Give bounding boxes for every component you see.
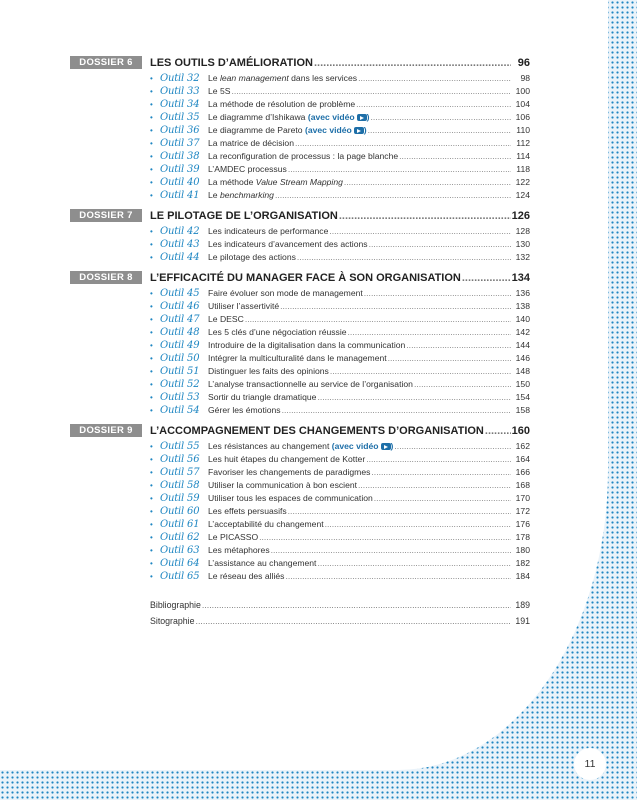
entry-title xyxy=(208,405,281,415)
outil-number: Outil 41 xyxy=(160,190,200,201)
entry-page: 168 xyxy=(515,480,530,490)
toc-entry[interactable] xyxy=(150,480,530,493)
outil-number: Outil 58 xyxy=(160,480,200,491)
toc-entry[interactable] xyxy=(150,571,530,584)
dot-leader xyxy=(371,467,511,477)
entry-title xyxy=(208,545,270,555)
dossier-heading[interactable] xyxy=(70,271,530,286)
toc-entry[interactable] xyxy=(150,493,530,506)
entry-title xyxy=(208,441,393,451)
toc-entry[interactable] xyxy=(150,545,530,558)
dot-leader xyxy=(406,340,511,350)
dossier-heading[interactable] xyxy=(70,209,530,224)
dossier-page: 96 xyxy=(517,57,530,69)
dot-leader xyxy=(356,99,511,109)
outil-number: Outil 42 xyxy=(160,226,200,237)
entry-title xyxy=(208,99,355,109)
bullet-icon: • xyxy=(150,455,153,464)
entry-title xyxy=(208,301,279,311)
entry-title-text: Utiliser la communication à bon escient xyxy=(208,480,358,490)
bullet-icon: • xyxy=(150,442,153,451)
dot-leader xyxy=(288,506,511,516)
entry-page: 104 xyxy=(515,99,530,109)
bullet-icon: • xyxy=(150,572,153,581)
bullet-icon: • xyxy=(150,100,153,109)
dot-leader xyxy=(369,239,511,249)
entry-page: 124 xyxy=(515,190,530,200)
entry-title-text: Les métaphores xyxy=(208,545,270,555)
dossier-badge: DOSSIER 6 xyxy=(70,56,142,69)
toc-entry[interactable] xyxy=(150,190,530,203)
entry-page: 132 xyxy=(515,252,530,262)
dot-leader xyxy=(462,271,511,285)
bullet-icon: • xyxy=(150,240,153,249)
entry-title-text: Les huit étapes du changement de Kotter xyxy=(208,454,366,464)
entry-title-text: Les 5 clés d’une négociation réussie xyxy=(208,327,347,337)
entry-title xyxy=(208,239,368,249)
entry-page: 162 xyxy=(515,441,530,451)
dot-leader xyxy=(202,600,511,610)
play-video-icon[interactable] xyxy=(357,114,367,121)
entry-page: 164 xyxy=(515,454,530,464)
dossier-title: LES OUTILS D’AMÉLIORATION xyxy=(150,57,313,69)
toc-entry[interactable] xyxy=(150,164,530,177)
bullet-icon: • xyxy=(150,191,153,200)
bullet-icon: • xyxy=(150,315,153,324)
video-label-close: ) xyxy=(390,441,394,451)
outil-number: Outil 40 xyxy=(160,177,200,188)
entry-title xyxy=(208,252,296,262)
bullet-icon: • xyxy=(150,393,153,402)
outil-number: Outil 53 xyxy=(160,392,200,403)
outil-number: Outil 35 xyxy=(160,112,200,123)
toc-entry[interactable] xyxy=(150,112,530,125)
bullet-icon: • xyxy=(150,74,153,83)
dot-leader xyxy=(325,519,511,529)
bullet-icon: • xyxy=(150,341,153,350)
dot-leader xyxy=(314,56,511,70)
outil-list xyxy=(150,288,530,418)
bullet-icon: • xyxy=(150,520,153,529)
entry-title-text: Les effets persuasifs xyxy=(208,506,287,516)
dot-leader xyxy=(374,493,511,503)
video-label[interactable]: (avec vidéo xyxy=(304,125,352,135)
dot-leader xyxy=(366,454,511,464)
entry-title-text: Le pilotage des actions xyxy=(208,252,296,262)
entry-page: 138 xyxy=(515,301,530,311)
dot-leader xyxy=(259,532,511,542)
dot-leader xyxy=(371,112,511,122)
toc-entry[interactable] xyxy=(150,73,530,86)
outil-number: Outil 33 xyxy=(160,86,200,97)
entry-title xyxy=(208,112,370,122)
entry-page: 176 xyxy=(515,519,530,529)
bullet-icon: • xyxy=(150,481,153,490)
back-matter-page: 191 xyxy=(515,616,530,626)
entry-title xyxy=(208,532,258,542)
bullet-icon: • xyxy=(150,87,153,96)
entry-title-text: Le PICASSO xyxy=(208,532,259,542)
outil-number: Outil 60 xyxy=(160,506,200,517)
entry-page: 110 xyxy=(516,125,530,135)
toc-entry[interactable] xyxy=(150,226,530,239)
outil-number: Outil 32 xyxy=(160,73,200,84)
dossier-title-row xyxy=(150,424,530,438)
dossier-page: 134 xyxy=(511,272,530,284)
entry-title-text: Le xyxy=(208,73,220,83)
outil-number: Outil 52 xyxy=(160,379,200,390)
back-matter-label: Bibliographie xyxy=(150,600,201,610)
entry-title-italic: Value Stream Mapping xyxy=(255,177,343,187)
bullet-icon: • xyxy=(150,152,153,161)
dot-leader xyxy=(282,405,511,415)
entry-title xyxy=(208,480,357,490)
toc-entry[interactable] xyxy=(150,519,530,532)
outil-number: Outil 45 xyxy=(160,288,200,299)
dot-leader xyxy=(394,441,511,451)
entry-page: 142 xyxy=(515,327,530,337)
outil-number: Outil 51 xyxy=(160,366,200,377)
dot-leader xyxy=(317,558,511,568)
entry-title-text: Les indicateurs de performance xyxy=(208,226,329,236)
bullet-icon: • xyxy=(150,302,153,311)
entry-title xyxy=(208,190,274,200)
entry-title-text: Intégrer la multiculturalité dans le management xyxy=(208,353,387,363)
dossier-page: 126 xyxy=(511,210,530,222)
dot-leader xyxy=(329,226,511,236)
toc-entry[interactable] xyxy=(150,327,530,340)
table-of-contents xyxy=(70,56,530,590)
bullet-icon: • xyxy=(150,113,153,122)
entry-page: 114 xyxy=(516,151,530,161)
entry-title-text: Utiliser tous les espaces de communication xyxy=(208,493,373,503)
entry-page: 150 xyxy=(515,379,530,389)
bullet-icon: • xyxy=(150,354,153,363)
dossier-badge: DOSSIER 9 xyxy=(70,424,142,437)
bullet-icon: • xyxy=(150,546,153,555)
toc-entry[interactable] xyxy=(150,99,530,112)
entry-title xyxy=(208,571,284,581)
dot-leader xyxy=(297,252,511,262)
toc-entry[interactable] xyxy=(150,301,530,314)
entry-page: 144 xyxy=(515,340,530,350)
outil-number: Outil 65 xyxy=(160,571,200,582)
entry-title xyxy=(208,493,373,503)
entry-title xyxy=(208,226,328,236)
entry-title xyxy=(208,73,357,83)
dossier-badge: DOSSIER 8 xyxy=(70,271,142,284)
toc-entry[interactable] xyxy=(150,467,530,480)
entry-page: 98 xyxy=(520,73,530,83)
dot-leader xyxy=(317,392,511,402)
outil-number: Outil 34 xyxy=(160,99,200,110)
entry-page: 130 xyxy=(515,239,530,249)
entry-page: 158 xyxy=(515,405,530,415)
entry-title xyxy=(208,164,287,174)
toc-entry[interactable] xyxy=(150,558,530,571)
entry-title-text: dans les services xyxy=(288,73,358,83)
entry-title-text: Distinguer les faits des opinions xyxy=(208,366,329,376)
dossier-badge: DOSSIER 7 xyxy=(70,209,142,222)
play-video-icon[interactable] xyxy=(381,443,391,450)
toc-entry[interactable] xyxy=(150,441,530,454)
entry-title-italic: lean management xyxy=(219,73,289,83)
entry-title-text: Le diagramme d’Ishikawa xyxy=(208,112,308,122)
bullet-icon: • xyxy=(150,139,153,148)
bullet-icon: • xyxy=(150,165,153,174)
outil-number: Outil 50 xyxy=(160,353,200,364)
dot-leader xyxy=(364,288,511,298)
entry-title xyxy=(208,392,316,402)
entry-page: 100 xyxy=(515,86,530,96)
bullet-icon: • xyxy=(150,367,153,376)
bullet-icon: • xyxy=(150,406,153,415)
entry-title xyxy=(208,519,324,529)
dot-leader xyxy=(231,86,511,96)
toc-entry[interactable] xyxy=(150,239,530,252)
dot-leader xyxy=(275,190,511,200)
bullet-icon: • xyxy=(150,468,153,477)
bullet-icon: • xyxy=(150,328,153,337)
entry-title xyxy=(208,558,316,568)
back-matter-entry[interactable] xyxy=(150,600,530,616)
toc-entry[interactable] xyxy=(150,314,530,327)
entry-title xyxy=(208,138,294,148)
entry-page: 166 xyxy=(515,467,530,477)
dossier-page: 160 xyxy=(511,425,530,437)
entry-title xyxy=(208,288,363,298)
dossier-title: L’ACCOMPAGNEMENT DES CHANGEMENTS D’ORGANISATION xyxy=(150,425,484,437)
entry-title-text: Introduire de la digitalisation dans la communication xyxy=(208,340,406,350)
bullet-icon: • xyxy=(150,253,153,262)
entry-page: 170 xyxy=(515,493,530,503)
entry-title-text: L’analyse transactionnelle au service de l’organisation xyxy=(208,379,413,389)
toc-entry[interactable] xyxy=(150,340,530,353)
entry-title-text: Le DESC xyxy=(208,314,244,324)
entry-title xyxy=(208,366,329,376)
bullet-icon: • xyxy=(150,289,153,298)
outil-list xyxy=(150,226,530,265)
bullet-icon: • xyxy=(150,178,153,187)
dot-leader xyxy=(485,424,511,438)
outil-number: Outil 44 xyxy=(160,252,200,263)
dot-leader xyxy=(271,545,511,555)
toc-entry[interactable] xyxy=(150,454,530,467)
entry-title-text: L’acceptabilité du changement xyxy=(208,519,324,529)
outil-list xyxy=(150,73,530,203)
dot-leader xyxy=(368,125,511,135)
back-matter-label: Sitographie xyxy=(150,616,195,626)
toc-entry[interactable] xyxy=(150,506,530,519)
entry-page: 112 xyxy=(516,138,530,148)
outil-number: Outil 63 xyxy=(160,545,200,556)
outil-number: Outil 62 xyxy=(160,532,200,543)
bullet-icon: • xyxy=(150,380,153,389)
bullet-icon: • xyxy=(150,227,153,236)
toc-entry[interactable] xyxy=(150,177,530,190)
entry-title xyxy=(208,467,370,477)
entry-page: 180 xyxy=(515,545,530,555)
dot-leader xyxy=(339,209,511,223)
back-matter xyxy=(150,600,530,632)
entry-title-text: Les indicateurs d’avancement des actions xyxy=(208,239,368,249)
entry-title-text: Faire évoluer son mode de management xyxy=(208,288,363,298)
dossier-title: LE PILOTAGE DE L’ORGANISATION xyxy=(150,210,338,222)
play-video-icon[interactable] xyxy=(354,127,364,134)
outil-list xyxy=(150,441,530,584)
entry-page: 146 xyxy=(515,353,530,363)
bullet-icon: • xyxy=(150,507,153,516)
toc-entry[interactable] xyxy=(150,288,530,301)
dossier-heading[interactable] xyxy=(70,56,530,71)
toc-entry[interactable] xyxy=(150,151,530,164)
entry-page: 118 xyxy=(516,164,530,174)
toc-entry[interactable] xyxy=(150,392,530,405)
entry-title-text: Gérer les émotions xyxy=(208,405,281,415)
entry-title xyxy=(208,314,244,324)
dossier-title: L’EFFICACITÉ DU MANAGER FACE À SON ORGANISATION xyxy=(150,272,461,284)
dot-leader xyxy=(330,366,511,376)
dot-leader xyxy=(280,301,511,311)
dot-leader xyxy=(358,480,511,490)
page-number: 11 xyxy=(574,748,606,780)
entry-title-text: Le 5S xyxy=(208,86,231,96)
entry-title xyxy=(208,125,367,135)
outil-number: Outil 59 xyxy=(160,493,200,504)
entry-title-text: L’assistance au changement xyxy=(208,558,317,568)
entry-page: 122 xyxy=(515,177,530,187)
dot-leader xyxy=(414,379,511,389)
outil-number: Outil 43 xyxy=(160,239,200,250)
toc-entry[interactable] xyxy=(150,353,530,366)
entry-title-text: L’AMDEC processus xyxy=(208,164,287,174)
entry-title-text: Le diagramme de Pareto xyxy=(208,125,305,135)
entry-title xyxy=(208,506,287,516)
dot-leader xyxy=(399,151,511,161)
entry-title-text: La méthode xyxy=(208,177,256,187)
entry-page: 140 xyxy=(515,314,530,324)
entry-page: 148 xyxy=(515,366,530,376)
toc-entry[interactable] xyxy=(150,252,530,265)
entry-page: 106 xyxy=(515,112,530,122)
toc-entry[interactable] xyxy=(150,125,530,138)
back-matter-entry[interactable] xyxy=(150,616,530,632)
entry-title-text: Le réseau des alliés xyxy=(208,571,285,581)
entry-title-text: La méthode de résolution de problème xyxy=(208,99,356,109)
entry-page: 178 xyxy=(515,532,530,542)
back-matter-page: 189 xyxy=(515,600,530,610)
dossier-heading[interactable] xyxy=(70,424,530,439)
entry-page: 172 xyxy=(515,506,530,516)
entry-title xyxy=(208,353,387,363)
outil-number: Outil 49 xyxy=(160,340,200,351)
dot-leader xyxy=(358,73,511,83)
dot-leader xyxy=(285,571,511,581)
outil-number: Outil 38 xyxy=(160,151,200,162)
outil-number: Outil 56 xyxy=(160,454,200,465)
entry-title-text: Utiliser l’assertivité xyxy=(208,301,280,311)
outil-number: Outil 46 xyxy=(160,301,200,312)
toc-entry[interactable] xyxy=(150,138,530,151)
entry-title xyxy=(208,327,347,337)
video-label-close: ) xyxy=(366,112,370,122)
outil-number: Outil 36 xyxy=(160,125,200,136)
bullet-icon: • xyxy=(150,494,153,503)
entry-title xyxy=(208,340,405,350)
entry-page: 154 xyxy=(515,392,530,402)
video-label-close: ) xyxy=(363,125,367,135)
entry-page: 128 xyxy=(515,226,530,236)
toc-entry[interactable] xyxy=(150,532,530,545)
outil-number: Outil 47 xyxy=(160,314,200,325)
entry-title xyxy=(208,177,343,187)
bullet-icon: • xyxy=(150,126,153,135)
dot-leader xyxy=(245,314,511,324)
dossier-title-row xyxy=(150,271,530,285)
outil-number: Outil 39 xyxy=(160,164,200,175)
entry-title-text: Le xyxy=(208,190,220,200)
entry-title xyxy=(208,379,413,389)
entry-title xyxy=(208,86,230,96)
dot-leader xyxy=(344,177,511,187)
dot-leader xyxy=(388,353,511,363)
outil-number: Outil 48 xyxy=(160,327,200,338)
bullet-icon: • xyxy=(150,559,153,568)
entry-title-text: La reconfiguration de processus : la page blanche xyxy=(208,151,399,161)
dot-leader xyxy=(348,327,511,337)
entry-page: 184 xyxy=(515,571,530,581)
toc-entry[interactable] xyxy=(150,366,530,379)
bullet-icon: • xyxy=(150,533,153,542)
outil-number: Outil 57 xyxy=(160,467,200,478)
entry-title-text: Favoriser les changements de paradigmes xyxy=(208,467,371,477)
outil-number: Outil 64 xyxy=(160,558,200,569)
dot-leader xyxy=(295,138,511,148)
entry-page: 136 xyxy=(515,288,530,298)
dot-leader xyxy=(196,616,511,626)
entry-title-text: Sortir du triangle dramatique xyxy=(208,392,317,402)
toc-entry[interactable] xyxy=(150,86,530,99)
video-label[interactable]: (avec vidéo xyxy=(331,441,379,451)
dot-leader xyxy=(288,164,511,174)
entry-title xyxy=(208,454,365,464)
toc-entry[interactable] xyxy=(150,405,530,418)
dossier-title-row xyxy=(150,209,530,223)
entry-title-italic: benchmarking xyxy=(219,190,274,200)
entry-page: 182 xyxy=(515,558,530,568)
video-label[interactable]: (avec vidéo xyxy=(307,112,355,122)
entry-title-text: Les résistances au changement xyxy=(208,441,332,451)
outil-number: Outil 54 xyxy=(160,405,200,416)
entry-title xyxy=(208,151,398,161)
entry-title-text: La matrice de décision xyxy=(208,138,294,148)
dossier-title-row xyxy=(150,56,530,70)
outil-number: Outil 61 xyxy=(160,519,200,530)
outil-number: Outil 55 xyxy=(160,441,200,452)
outil-number: Outil 37 xyxy=(160,138,200,149)
toc-entry[interactable] xyxy=(150,379,530,392)
